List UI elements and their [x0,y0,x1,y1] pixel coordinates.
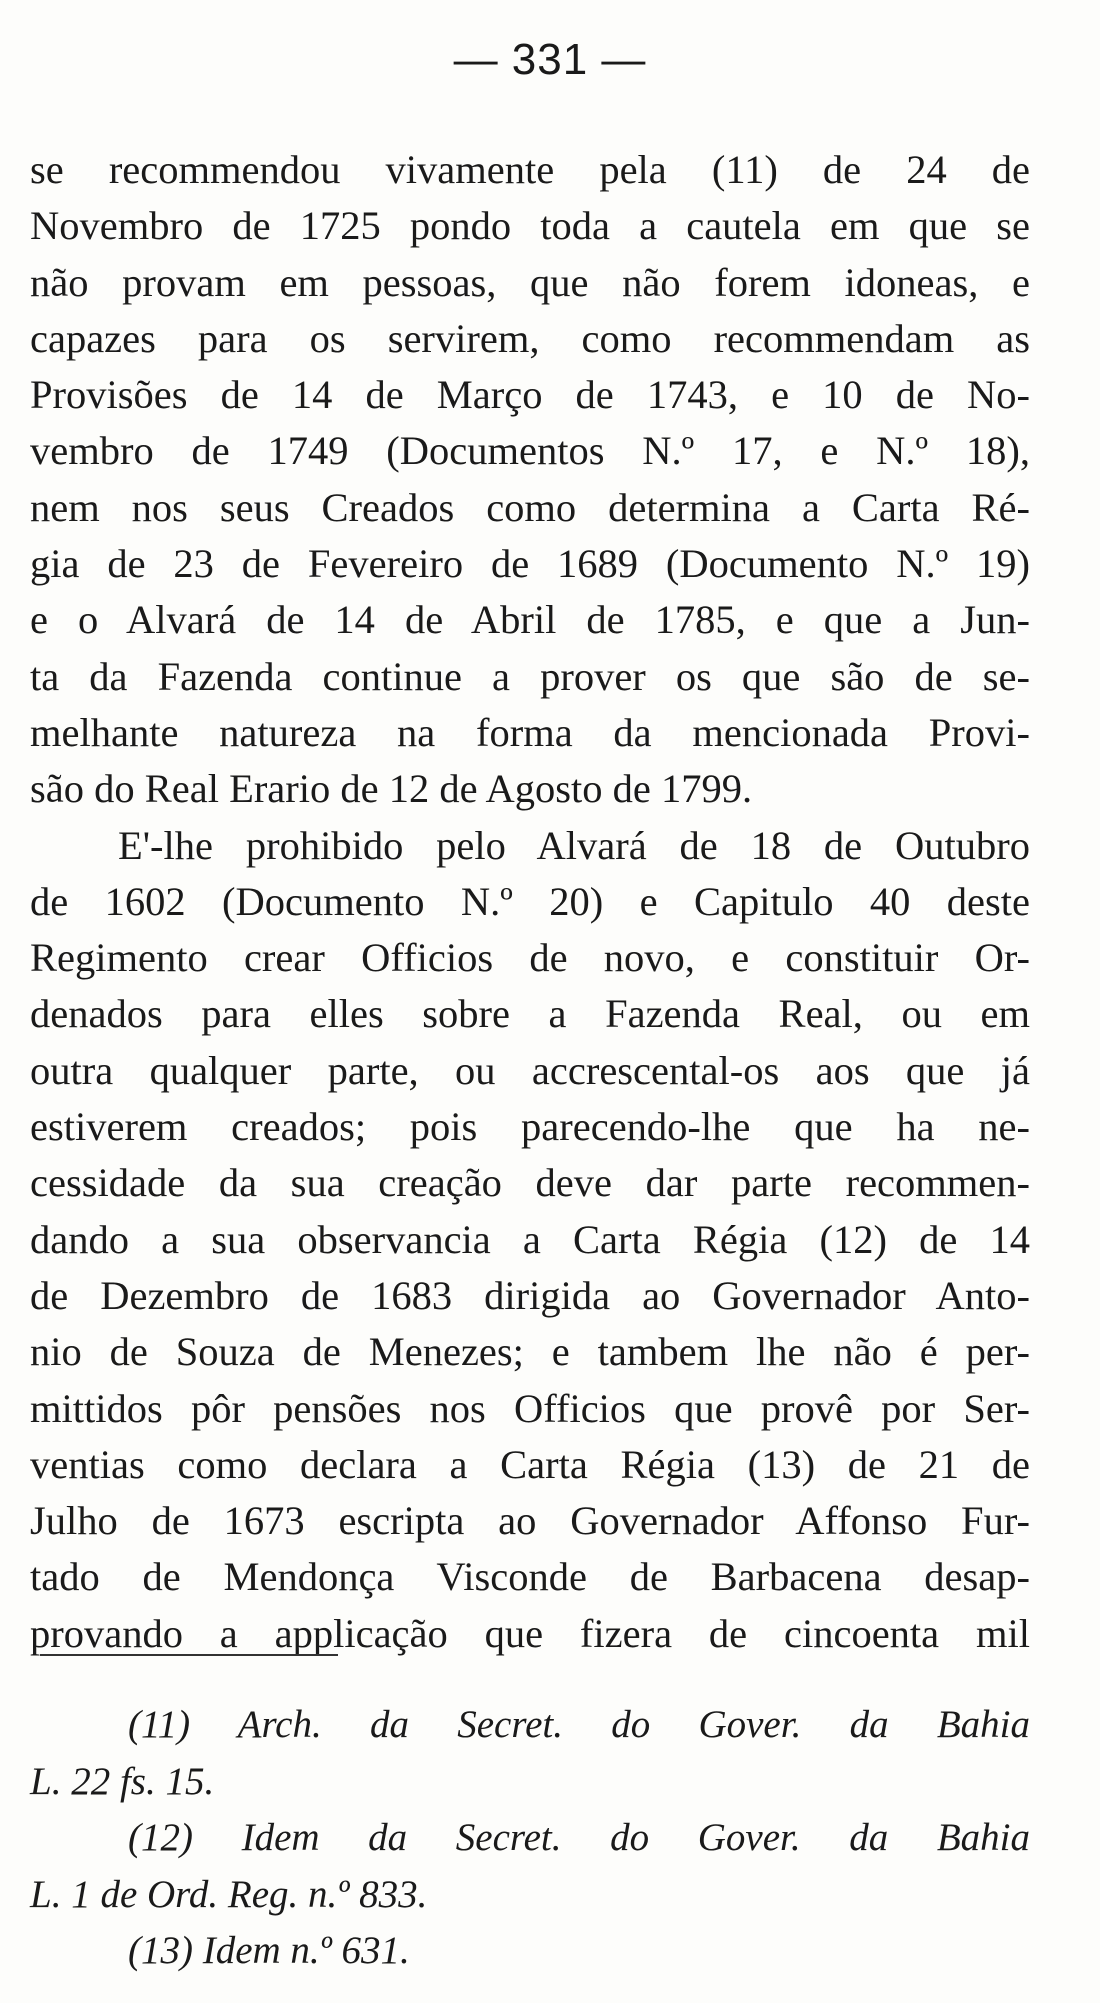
footnote-line: L. 1 de Ord. Reg. n.º 833. [30,1872,428,1916]
page-number: — 331 — [453,35,647,84]
text-line: tado de Mendonça Visconde de Barbacena desap- [30,1554,1030,1600]
footnote-line: (12) Idem da Secret. do Gover. da Bahia [128,1816,1030,1859]
text-line: ventias como declara a Carta Régia (13) de 21 de [30,1441,1030,1487]
body-text [30,142,1030,1662]
text-line: nem nos seus Creados como determina a Carta Ré- [30,484,1030,530]
text-line: são do Real Erario de 12 de Agosto de 1799. [30,766,753,812]
text-line: e o Alvará de 14 de Abril de 1785, e que a Jun- [30,597,1030,643]
footnote-line: (11) Arch. da Secret. do Gover. da Bahia [128,1703,1030,1746]
text-line: melhante natureza na forma da mencionada Provi- [30,709,1030,755]
text-line: mittidos pôr pensões nos Officios que provê por Ser- [30,1385,1030,1431]
text-line: de 1602 (Documento N.º 20) e Capitulo 40 deste [30,878,1030,924]
footnote-line: L. 22 fs. 15. [30,1759,215,1803]
text-line: provando a applicação que fizera de cincoenta mil [30,1610,1030,1656]
text-line: estiverem creados; pois parecendo-lhe que ha ne- [30,1104,1030,1150]
text-line: não provam em pessoas, que não forem idoneas, e [30,259,1030,305]
text-line: nio de Souza de Menezes; e tambem lhe não é per- [30,1329,1030,1375]
text-line: Provisões de 14 de Março de 1743, e 10 de No- [30,372,1030,418]
text-line: ta da Fazenda continue a prover os que são de se- [30,653,1030,699]
text-line: E'-lhe prohibido pelo Alvará de 18 de Outubro [118,822,1030,868]
text-line: denados para elles sobre a Fazenda Real, ou em [30,991,1030,1037]
text-line: gia de 23 de Fevereiro de 1689 (Documento N.º 19) [30,541,1030,587]
text-line: Regimento crear Officios de novo, e constituir Or- [30,935,1030,981]
text-line: Julho de 1673 escripta ao Governador Affonso Fur- [30,1498,1030,1544]
text-line: capazes para os servirem, como recommendam as [30,315,1030,361]
text-line: outra qualquer parte, ou accrescental-os aos que já [30,1047,1030,1093]
text-line: dando a sua observancia a Carta Régia (12) de 14 [30,1216,1030,1262]
text-line: de Dezembro de 1683 dirigida ao Governador Anto- [30,1272,1030,1318]
footnote-separator [40,1654,338,1656]
footnotes [30,1697,1030,1980]
footnote-line: (13) Idem n.º 631. [128,1929,410,1972]
text-line: se recommendou vivamente pela (11) de 24 de [30,147,1030,192]
text-line: Novembro de 1725 pondo toda a cautela em que se [30,203,1030,249]
text-line: cessidade da sua creação deve dar parte recommen- [30,1160,1030,1206]
text-line: vembro de 1749 (Documentos N.º 17, e N.º 18), [30,428,1030,474]
